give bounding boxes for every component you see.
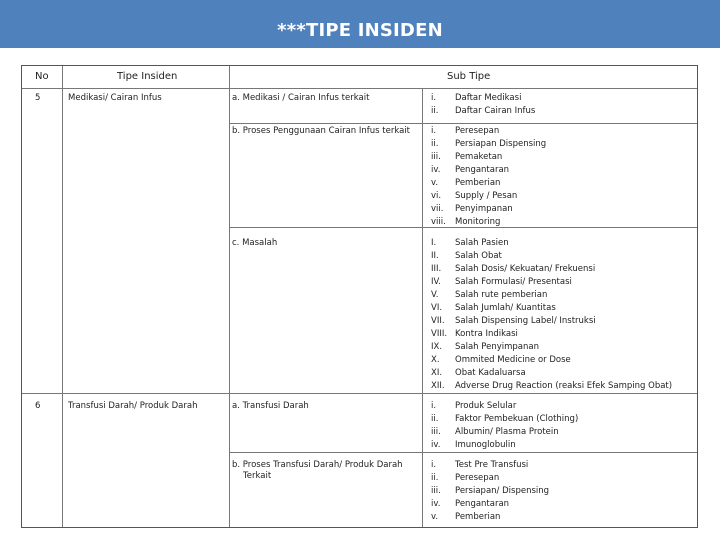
row-divider <box>229 123 697 124</box>
subtype-label: c. Masalah <box>232 238 278 248</box>
col-divider <box>62 66 63 527</box>
header-no: No <box>35 71 49 82</box>
incident-type: Transfusi Darah/ Produk Darah <box>68 401 198 411</box>
header-tipe-insiden: Tipe Insiden <box>117 71 178 82</box>
header-divider <box>22 88 697 89</box>
subtype-label-cont: Terkait <box>243 471 272 481</box>
page-title: ***TIPE INSIDEN <box>277 20 443 41</box>
row-number: 6 <box>35 401 41 411</box>
row-divider <box>22 393 697 394</box>
subtype-label: a. Medikasi / Cairan Infus terkait <box>232 93 370 103</box>
col-divider <box>229 66 230 527</box>
col-divider <box>422 88 423 527</box>
subtype-label: b. Proses Transfusi Darah/ Produk Darah <box>232 460 403 470</box>
subtype-label: b. Proses Penggunaan Cairan Infus terkait <box>232 126 411 136</box>
incident-type: Medikasi/ Cairan Infus <box>68 93 162 103</box>
row-number: 5 <box>35 93 41 103</box>
subtype-label: a. Transfusi Darah <box>232 401 309 411</box>
header-sub-tipe: Sub Tipe <box>447 71 491 82</box>
row-divider <box>229 452 697 453</box>
